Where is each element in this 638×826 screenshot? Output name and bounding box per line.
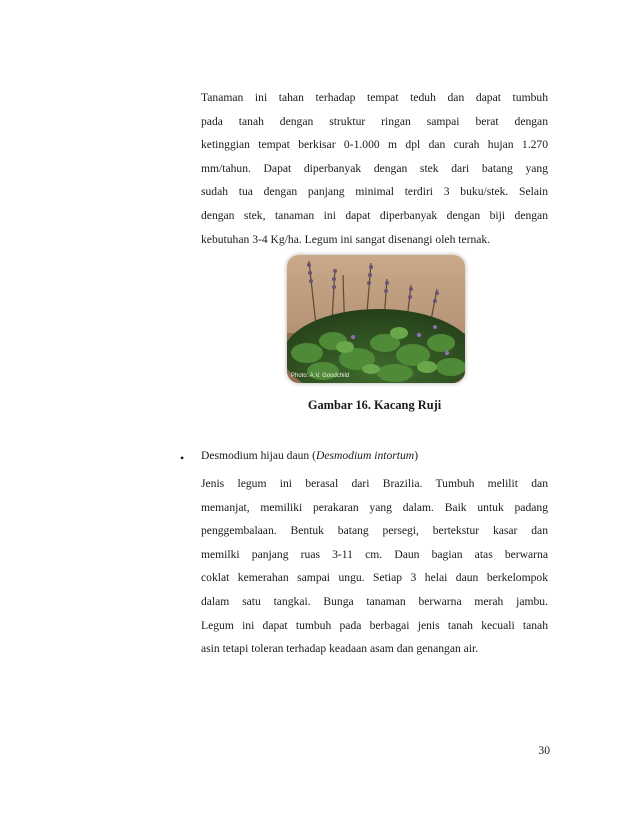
text-line: coklat kemerahan sampai ungu. Setiap 3 helai daun berkelompok <box>201 571 548 585</box>
text-line: kebutuhan 3-4 Kg/ha. Legum ini sangat disenangi oleh ternak. <box>201 232 491 246</box>
text-line: memilki panjang ruas 3-11 cm. Daun bagian atas berwarna <box>201 547 548 561</box>
text-line: penggembalaan. Bentuk batang persegi, bertekstur kasar dan <box>201 524 548 538</box>
text-line: Tanaman ini tahan terhadap tempat teduh dan dapat tumbuh <box>201 91 548 104</box>
text-line: mm/tahun. Dapat diperbanyak dengan stek dari batang yang <box>201 161 548 175</box>
page-number: 30 <box>538 744 550 757</box>
text-line: Jenis legum ini berasal dari Brazilia. Tumbuh melilit dan <box>201 477 548 490</box>
text-line: memanjat, memiliki perakaran yang dalam. Baik untuk padang <box>201 500 548 514</box>
text-line: asin tetapi toleran terhadap keadaan asam dan genangan air. <box>201 642 479 656</box>
photo-watermark: Photo: A.V. Goodchild <box>291 373 350 379</box>
bullet-title: Desmodium hijau daun (Desmodium intortum) <box>201 449 419 462</box>
text-line: Legum ini dapat tumbuh pada berbagai jenis tanah kecuali tanah <box>201 618 548 632</box>
text-line: pada tanah dengan struktur ringan sampai berat dengan <box>201 114 548 128</box>
text-line: dengan stek, tanaman ini dapat diperbanyak dengan biji dengan <box>201 208 548 222</box>
figure-caption: Gambar 16. Kacang Ruji <box>307 398 442 412</box>
plant-photo <box>287 255 465 383</box>
paragraph-2 <box>201 472 548 661</box>
bullet-point: • <box>180 451 185 465</box>
text-line: ketinggian tempat berkisar 0-1.000 m dpl dan curah hujan 1.270 <box>201 138 548 152</box>
paragraph-1 <box>201 86 548 251</box>
text-line: sudah tua dengan panjang minimal terdiri 3 buku/stek. Selain <box>201 185 548 199</box>
scientific-name: Desmodium intortum <box>315 449 415 462</box>
text-line: dalam satu tangkai. Bunga tanaman berwarna merah jambu. <box>201 594 548 608</box>
